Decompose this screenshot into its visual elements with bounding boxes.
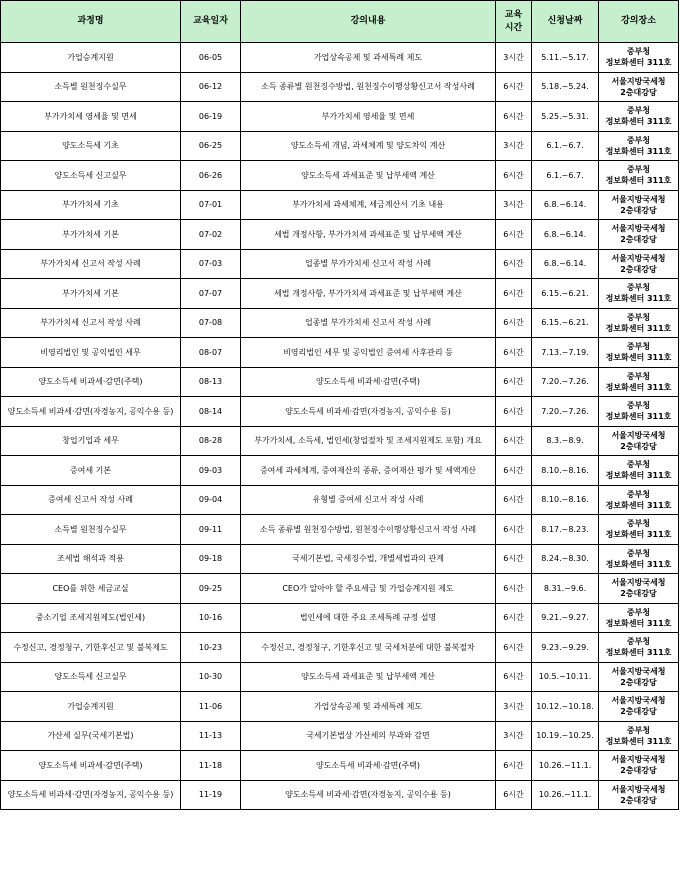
place-line: 2층대강당 (620, 205, 657, 215)
hours-cell: 6시간 (496, 220, 532, 250)
place-line: 서울지방국세청 (611, 755, 666, 765)
date-cell: 09-18 (181, 544, 241, 574)
place-cell (599, 692, 679, 722)
apply-date-cell: 8.31.~9.6. (532, 574, 599, 604)
date-cell: 08-28 (181, 426, 241, 456)
apply-date-cell: 6.8.~6.14. (532, 220, 599, 250)
hours-cell: 6시간 (496, 249, 532, 279)
place-line: 중부청 (626, 548, 651, 558)
table-row (1, 72, 679, 102)
content-cell: 증여세 과세체계, 증여재산의 종류, 증여재산 평가 및 세액계산 (241, 456, 496, 486)
place-line: 정보화센터 311호 (605, 530, 672, 540)
apply-date-cell: 8.24.~8.30. (532, 544, 599, 574)
table-row (1, 633, 679, 663)
table-row (1, 456, 679, 486)
place-cell (599, 574, 679, 604)
place-cell (599, 220, 679, 250)
place-cell (599, 397, 679, 427)
place-line: 중부청 (626, 489, 651, 499)
header-hours (496, 1, 532, 43)
date-cell: 11-06 (181, 692, 241, 722)
place-line: 정보화센터 311호 (605, 353, 672, 363)
table-body (1, 43, 679, 810)
place-line: 2층대강당 (620, 677, 657, 687)
place-cell (599, 603, 679, 633)
date-cell: 11-18 (181, 751, 241, 781)
apply-date-cell: 6.8.~6.14. (532, 249, 599, 279)
apply-date-cell: 10.12.~10.18. (532, 692, 599, 722)
apply-date-cell: 10.26.~11.1. (532, 751, 599, 781)
date-cell: 06-19 (181, 102, 241, 132)
hours-cell: 6시간 (496, 456, 532, 486)
content-cell: 양도소득세 과세표준 및 납부세액 계산 (241, 161, 496, 191)
course-cell: 가산세 실무(국세기본법) (1, 721, 181, 751)
place-line: 중부청 (626, 47, 651, 57)
course-cell: 부가가치세 신고서 작성 사례 (1, 308, 181, 338)
apply-date-cell: 7.13.~7.19. (532, 338, 599, 368)
course-cell: 수정신고, 경정청구, 기한후신고 및 불복제도 (1, 633, 181, 663)
place-line: 2층대강당 (620, 87, 657, 97)
date-cell: 10-16 (181, 603, 241, 633)
course-cell: 중소기업 조세지원제도(법인세) (1, 603, 181, 633)
place-line: 정보화센터 311호 (605, 58, 672, 68)
place-cell (599, 662, 679, 692)
apply-date-cell: 7.20.~7.26. (532, 397, 599, 427)
place-line: 중부청 (626, 312, 651, 322)
table-row (1, 485, 679, 515)
apply-date-cell: 10.5.~10.11. (532, 662, 599, 692)
date-cell: 08-07 (181, 338, 241, 368)
place-line: 서울지방국세청 (611, 696, 666, 706)
header-place: 강의장소 (599, 1, 679, 43)
date-cell: 09-11 (181, 515, 241, 545)
place-line: 중부청 (626, 725, 651, 735)
place-line: 서울지방국세청 (611, 430, 666, 440)
course-cell: 가업승계지원 (1, 43, 181, 73)
place-cell (599, 43, 679, 73)
course-cell: 증여세 기본 (1, 456, 181, 486)
place-line: 서울지방국세청 (611, 253, 666, 263)
header-hours-line1: 교육 (504, 9, 523, 20)
place-line: 중부청 (626, 519, 651, 529)
content-cell: 수정신고, 경정청구, 기한후신고 및 국세처분에 대한 불복절차 (241, 633, 496, 663)
place-line: 2층대강당 (620, 235, 657, 245)
table-row (1, 692, 679, 722)
date-cell: 09-03 (181, 456, 241, 486)
content-cell: 국세기본법상 가산세의 부과와 감면 (241, 721, 496, 751)
place-cell (599, 780, 679, 810)
table-row (1, 515, 679, 545)
course-cell: 부가가치세 기초 (1, 190, 181, 220)
content-cell: 양도소득세 비과세·감면(자경농지, 공익수용 등) (241, 397, 496, 427)
hours-cell: 6시간 (496, 279, 532, 309)
table-row (1, 662, 679, 692)
date-cell: 11-19 (181, 780, 241, 810)
place-line: 정보화센터 311호 (605, 323, 672, 333)
hours-cell: 6시간 (496, 367, 532, 397)
place-line: 정보화센터 311호 (605, 559, 672, 569)
table-row (1, 102, 679, 132)
place-cell (599, 279, 679, 309)
apply-date-cell: 5.11.~5.17. (532, 43, 599, 73)
date-cell: 07-08 (181, 308, 241, 338)
content-cell: 소득 종류별 원천징수방법, 원천징수이행상황신고서 작성사례 (241, 72, 496, 102)
place-cell (599, 308, 679, 338)
course-cell: 양도소득세 비과세·감면(자경농지, 공익수용 등) (1, 780, 181, 810)
content-cell: 부가가치세 과세체계, 세금계산서 기초 내용 (241, 190, 496, 220)
table-row (1, 544, 679, 574)
table-row (1, 397, 679, 427)
place-line: 정보화센터 311호 (605, 294, 672, 304)
apply-date-cell: 7.20.~7.26. (532, 367, 599, 397)
place-line: 중부청 (626, 460, 651, 470)
date-cell: 06-26 (181, 161, 241, 191)
place-cell (599, 426, 679, 456)
place-cell (599, 515, 679, 545)
content-cell: 가업상속공제 및 과세특례 제도 (241, 43, 496, 73)
hours-cell: 3시간 (496, 131, 532, 161)
hours-cell: 6시간 (496, 485, 532, 515)
date-cell: 06-05 (181, 43, 241, 73)
content-cell: 국세기본법, 국세징수법, 개별세법과의 관계 (241, 544, 496, 574)
content-cell: 양도소득세 비과세·감면(자경농지, 공익수용 등) (241, 780, 496, 810)
hours-cell: 6시간 (496, 426, 532, 456)
hours-cell: 6시간 (496, 603, 532, 633)
place-line: 2층대강당 (620, 795, 657, 805)
hours-cell: 6시간 (496, 662, 532, 692)
content-cell: 양도소득세 비과세·감면(주택) (241, 751, 496, 781)
content-cell: 양도소득세 과세표준 및 납부세액 계산 (241, 662, 496, 692)
place-cell (599, 633, 679, 663)
header-hours-line2: 시간 (504, 22, 523, 33)
table-header (1, 1, 679, 43)
hours-cell: 6시간 (496, 544, 532, 574)
course-cell: 소득별 원천징수실무 (1, 515, 181, 545)
place-line: 2층대강당 (620, 264, 657, 274)
hours-cell: 3시간 (496, 692, 532, 722)
course-cell: 증여세 신고서 작성 사례 (1, 485, 181, 515)
date-cell: 07-07 (181, 279, 241, 309)
course-cell: 부가가치세 기본 (1, 220, 181, 250)
apply-date-cell: 10.26.~11.1. (532, 780, 599, 810)
place-cell (599, 72, 679, 102)
course-cell: 양도소득세 비과세·감면(자경농지, 공익수용 등) (1, 397, 181, 427)
content-cell: 세법 개정사항, 부가가치세 과세표준 및 납부세액 계산 (241, 220, 496, 250)
course-cell: 부가가치세 영세율 및 면세 (1, 102, 181, 132)
date-cell: 07-02 (181, 220, 241, 250)
content-cell: 업종별 부가가치세 신고서 작성 사례 (241, 249, 496, 279)
hours-cell: 6시간 (496, 161, 532, 191)
place-line: 중부청 (626, 637, 651, 647)
place-line: 정보화센터 311호 (605, 648, 672, 658)
date-cell: 08-13 (181, 367, 241, 397)
hours-cell: 6시간 (496, 338, 532, 368)
place-line: 중부청 (626, 607, 651, 617)
table-row (1, 161, 679, 191)
place-cell (599, 721, 679, 751)
place-line: 서울지방국세청 (611, 578, 666, 588)
place-line: 정보화센터 311호 (605, 176, 672, 186)
table-row (1, 338, 679, 368)
place-line: 서울지방국세청 (611, 784, 666, 794)
date-cell: 10-30 (181, 662, 241, 692)
place-line: 서울지방국세청 (611, 224, 666, 234)
hours-cell: 3시간 (496, 721, 532, 751)
table-row (1, 780, 679, 810)
apply-date-cell: 8.10.~8.16. (532, 485, 599, 515)
course-cell: 양도소득세 비과세·감면(주택) (1, 751, 181, 781)
place-line: 정보화센터 311호 (605, 500, 672, 510)
hours-cell: 6시간 (496, 308, 532, 338)
content-cell: 양도소득세 개념, 과세체계 및 양도차익 계산 (241, 131, 496, 161)
apply-date-cell: 5.18.~5.24. (532, 72, 599, 102)
content-cell: 업종별 부가가치세 신고서 작성 사례 (241, 308, 496, 338)
place-line: 2층대강당 (620, 441, 657, 451)
table-row (1, 190, 679, 220)
course-cell: 소득별 원천징수실무 (1, 72, 181, 102)
table-row (1, 279, 679, 309)
place-line: 정보화센터 311호 (605, 471, 672, 481)
apply-date-cell: 8.10.~8.16. (532, 456, 599, 486)
course-cell: 조세법 해석과 적용 (1, 544, 181, 574)
date-cell: 07-03 (181, 249, 241, 279)
table-row (1, 308, 679, 338)
place-cell (599, 544, 679, 574)
header-content: 강의내용 (241, 1, 496, 43)
place-cell (599, 456, 679, 486)
table-row (1, 603, 679, 633)
course-cell: 비영리법인 및 공익법인 세무 (1, 338, 181, 368)
place-line: 2층대강당 (620, 707, 657, 717)
place-line: 서울지방국세청 (611, 666, 666, 676)
place-line: 중부청 (626, 106, 651, 116)
place-cell (599, 161, 679, 191)
place-line: 중부청 (626, 342, 651, 352)
course-cell: 가업승계지원 (1, 692, 181, 722)
place-line: 서울지방국세청 (611, 194, 666, 204)
course-cell: 양도소득세 신고실무 (1, 662, 181, 692)
place-line: 중부청 (626, 165, 651, 175)
hours-cell: 6시간 (496, 751, 532, 781)
apply-date-cell: 6.15.~6.21. (532, 308, 599, 338)
apply-date-cell: 6.1.~6.7. (532, 131, 599, 161)
date-cell: 06-25 (181, 131, 241, 161)
course-cell: 부가가치세 신고서 작성 사례 (1, 249, 181, 279)
place-line: 정보화센터 311호 (605, 618, 672, 628)
apply-date-cell: 6.1.~6.7. (532, 161, 599, 191)
table-row (1, 367, 679, 397)
table-row (1, 220, 679, 250)
content-cell: 부가가치세 영세율 및 면세 (241, 102, 496, 132)
date-cell: 07-01 (181, 190, 241, 220)
content-cell: 가업상속공제 및 과세특례 제도 (241, 692, 496, 722)
table-row (1, 43, 679, 73)
content-cell: 비영리법인 세무 및 공익법인 증여세 사후관리 등 (241, 338, 496, 368)
table-row (1, 751, 679, 781)
place-line: 정보화센터 311호 (605, 117, 672, 127)
hours-cell: 6시간 (496, 72, 532, 102)
date-cell: 09-25 (181, 574, 241, 604)
place-cell (599, 338, 679, 368)
content-cell: 세법 개정사항, 부가가치세 과세표준 및 납부세액 계산 (241, 279, 496, 309)
place-line: 서울지방국세청 (611, 76, 666, 86)
place-cell (599, 249, 679, 279)
place-line: 정보화센터 311호 (605, 736, 672, 746)
table-row (1, 249, 679, 279)
table-row (1, 426, 679, 456)
hours-cell: 6시간 (496, 397, 532, 427)
apply-date-cell: 8.3.~8.9. (532, 426, 599, 456)
place-line: 중부청 (626, 135, 651, 145)
apply-date-cell: 6.15.~6.21. (532, 279, 599, 309)
course-cell: CEO를 위한 세금교실 (1, 574, 181, 604)
date-cell: 06-12 (181, 72, 241, 102)
course-cell: 양도소득세 기초 (1, 131, 181, 161)
date-cell: 11-13 (181, 721, 241, 751)
place-cell (599, 751, 679, 781)
apply-date-cell: 9.21.~9.27. (532, 603, 599, 633)
place-cell (599, 102, 679, 132)
table-row (1, 131, 679, 161)
date-cell: 09-04 (181, 485, 241, 515)
course-cell: 양도소득세 비과세·감면(주택) (1, 367, 181, 397)
table-row (1, 721, 679, 751)
hours-cell: 6시간 (496, 633, 532, 663)
place-line: 정보화센터 311호 (605, 146, 672, 156)
header-course: 과정명 (1, 1, 181, 43)
hours-cell: 6시간 (496, 780, 532, 810)
content-cell: 부가가치세, 소득세, 법인세(창업절차 및 조세지원제도 포함) 개요 (241, 426, 496, 456)
course-cell: 양도소득세 신고실무 (1, 161, 181, 191)
table-row (1, 574, 679, 604)
course-cell: 창업기업과 세무 (1, 426, 181, 456)
content-cell: 양도소득세 비과세·감면(주택) (241, 367, 496, 397)
apply-date-cell: 9.23.~9.29. (532, 633, 599, 663)
place-cell (599, 131, 679, 161)
place-line: 2층대강당 (620, 589, 657, 599)
hours-cell: 6시간 (496, 574, 532, 604)
content-cell: 소득 종류별 원천징수방법, 원천징수이행상황신고서 작성 사례 (241, 515, 496, 545)
apply-date-cell: 8.17.~8.23. (532, 515, 599, 545)
date-cell: 08-14 (181, 397, 241, 427)
header-row (1, 1, 679, 43)
hours-cell: 6시간 (496, 102, 532, 132)
apply-date-cell: 6.8.~6.14. (532, 190, 599, 220)
hours-cell: 3시간 (496, 190, 532, 220)
place-line: 2층대강당 (620, 766, 657, 776)
apply-date-cell: 5.25.~5.31. (532, 102, 599, 132)
content-cell: 유형별 증여세 신고서 작성 사례 (241, 485, 496, 515)
place-line: 정보화센터 311호 (605, 412, 672, 422)
place-line: 중부청 (626, 401, 651, 411)
course-cell: 부가가치세 기본 (1, 279, 181, 309)
content-cell: CEO가 알아야 할 주요세금 및 가업승계지원 제도 (241, 574, 496, 604)
content-cell: 법인세에 대한 주요 조세특례 규정 설명 (241, 603, 496, 633)
header-date: 교육일자 (181, 1, 241, 43)
place-cell (599, 485, 679, 515)
place-line: 중부청 (626, 371, 651, 381)
place-cell (599, 190, 679, 220)
apply-date-cell: 10.19.~10.25. (532, 721, 599, 751)
place-cell (599, 367, 679, 397)
place-line: 중부청 (626, 283, 651, 293)
place-line: 정보화센터 311호 (605, 382, 672, 392)
hours-cell: 6시간 (496, 515, 532, 545)
date-cell: 10-23 (181, 633, 241, 663)
hours-cell: 3시간 (496, 43, 532, 73)
header-apply-date: 신청날짜 (532, 1, 599, 43)
